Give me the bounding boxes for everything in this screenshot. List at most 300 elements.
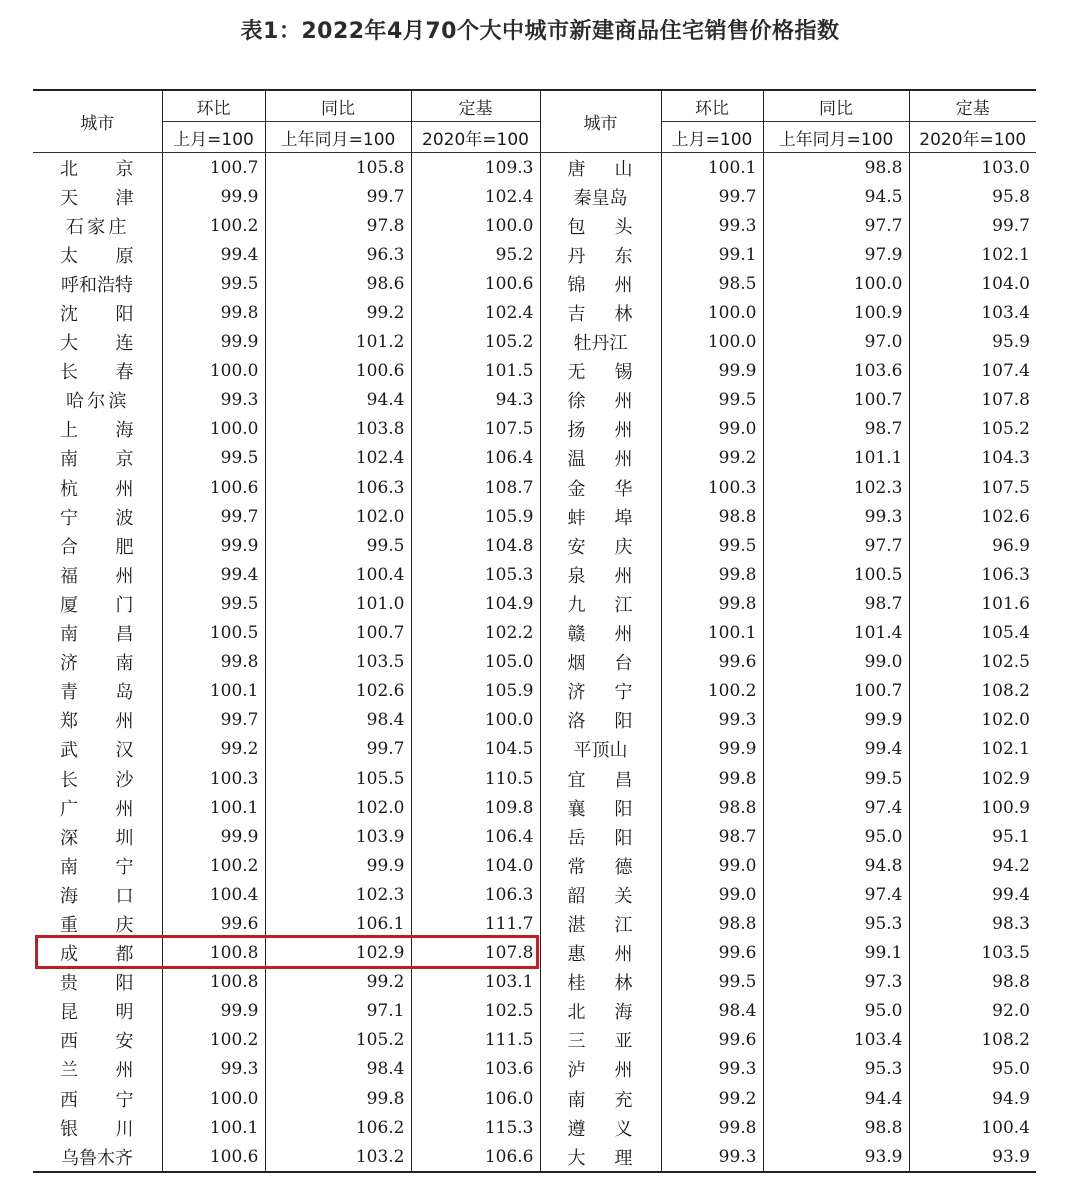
city-name-left: 武汉	[60, 740, 134, 762]
city-name-left: 西宁	[60, 1089, 134, 1111]
mom-value-left: 100.8	[162, 968, 265, 997]
mom-value-left: 99.2	[162, 735, 265, 764]
city-name-right: 烟台	[540, 648, 661, 677]
table-row	[33, 560, 1036, 589]
base-value-right: 106.3	[909, 560, 1036, 589]
city-name-right: 大理	[540, 1142, 661, 1172]
city-name-left: 兰州	[60, 1060, 134, 1082]
city-name-left: 哈尔滨	[66, 391, 127, 413]
mom-value-left: 99.7	[162, 502, 265, 531]
mom-value-left: 100.0	[162, 415, 265, 444]
city-name-right: 济宁	[540, 677, 661, 706]
yoy-value-right: 100.7	[763, 677, 909, 706]
city-name-left: 呼和浩特	[61, 274, 133, 296]
base-value-right: 108.2	[909, 1026, 1036, 1055]
city-name-left: 西安	[60, 1031, 134, 1053]
mom-value-right: 98.5	[661, 269, 763, 298]
base-value-right: 92.0	[909, 997, 1036, 1026]
city-name-left: 长沙	[60, 769, 134, 791]
yoy-value-left: 99.2	[265, 298, 411, 327]
mom-value-left: 100.0	[162, 357, 265, 386]
mom-value-right: 100.1	[661, 619, 763, 648]
city-name-left: 大连	[60, 333, 134, 355]
yoy-value-right: 101.1	[763, 444, 909, 473]
header-yoy-right: 同比	[763, 90, 909, 122]
table-row	[33, 357, 1036, 386]
table-row	[33, 851, 1036, 880]
city-name-left: 济南	[60, 653, 134, 675]
city-name-left: 杭州	[60, 478, 134, 500]
city-name-left: 合肥	[60, 536, 134, 558]
city-name-right: 温州	[540, 444, 661, 473]
table-row	[33, 473, 1036, 502]
base-value-right: 98.8	[909, 968, 1036, 997]
mom-value-right: 98.8	[661, 909, 763, 938]
base-value-left: 95.2	[411, 240, 540, 269]
city-name-left: 石家庄	[66, 216, 127, 238]
mom-value-left: 100.2	[162, 1026, 265, 1055]
base-value-right: 107.8	[909, 386, 1036, 415]
mom-value-right: 99.3	[661, 1055, 763, 1084]
city-name-left: 北京	[60, 158, 134, 180]
yoy-value-left: 102.6	[265, 677, 411, 706]
price-index-table	[33, 89, 1036, 1173]
city-name-right: 南充	[540, 1084, 661, 1113]
mom-value-left: 99.3	[162, 1055, 265, 1084]
city-name-right: 泸州	[540, 1055, 661, 1084]
city-name-left: 重庆	[60, 914, 134, 936]
mom-value-left: 99.5	[162, 444, 265, 473]
mom-value-right: 99.0	[661, 851, 763, 880]
yoy-value-right: 101.4	[763, 619, 909, 648]
yoy-value-right: 100.7	[763, 386, 909, 415]
yoy-value-right: 103.4	[763, 1026, 909, 1055]
city-name-right: 平顶山	[540, 735, 661, 764]
subheader-base-right: 2020年=100	[909, 122, 1036, 153]
mom-value-right: 99.3	[661, 706, 763, 735]
mom-value-left: 100.1	[162, 1113, 265, 1142]
yoy-value-right: 93.9	[763, 1142, 909, 1172]
city-name-left: 贵阳	[60, 973, 134, 995]
yoy-value-left: 106.3	[265, 473, 411, 502]
yoy-value-right: 95.3	[763, 1055, 909, 1084]
base-value-left: 107.8	[411, 939, 540, 968]
city-name-left: 上海	[60, 420, 134, 442]
mom-value-right: 100.1	[661, 153, 763, 183]
header-mom-right: 环比	[661, 90, 763, 122]
yoy-value-right: 97.0	[763, 328, 909, 357]
table-row	[33, 589, 1036, 618]
mom-value-right: 99.8	[661, 1113, 763, 1142]
base-value-right: 101.6	[909, 589, 1036, 618]
base-value-left: 102.4	[411, 182, 540, 211]
base-value-right: 94.9	[909, 1084, 1036, 1113]
table-row	[33, 531, 1036, 560]
mom-value-right: 100.0	[661, 298, 763, 327]
table-row	[33, 1084, 1036, 1113]
mom-value-right: 99.0	[661, 880, 763, 909]
mom-value-right: 99.8	[661, 560, 763, 589]
base-value-right: 105.4	[909, 619, 1036, 648]
base-value-right: 103.0	[909, 153, 1036, 183]
subheader-mom-right: 上月=100	[661, 122, 763, 153]
base-value-left: 106.6	[411, 1142, 540, 1172]
mom-value-left: 100.7	[162, 153, 265, 183]
mom-value-right: 99.8	[661, 764, 763, 793]
yoy-value-left: 106.1	[265, 909, 411, 938]
base-value-right: 100.9	[909, 793, 1036, 822]
yoy-value-left: 105.5	[265, 764, 411, 793]
yoy-value-left: 102.3	[265, 880, 411, 909]
yoy-value-left: 99.7	[265, 735, 411, 764]
base-value-left: 106.4	[411, 444, 540, 473]
yoy-value-right: 98.7	[763, 589, 909, 618]
city-name-right: 宜昌	[540, 764, 661, 793]
base-value-right: 100.4	[909, 1113, 1036, 1142]
table-row	[33, 939, 1036, 968]
city-name-left: 天津	[60, 187, 134, 209]
city-name-right: 岳阳	[540, 822, 661, 851]
yoy-value-right: 99.3	[763, 502, 909, 531]
yoy-value-left: 103.9	[265, 822, 411, 851]
mom-value-right: 99.7	[661, 182, 763, 211]
city-name-right: 吉林	[540, 298, 661, 327]
yoy-value-left: 98.6	[265, 269, 411, 298]
base-value-left: 115.3	[411, 1113, 540, 1142]
base-value-left: 102.4	[411, 298, 540, 327]
mom-value-left: 99.3	[162, 386, 265, 415]
yoy-value-right: 100.5	[763, 560, 909, 589]
base-value-left: 94.3	[411, 386, 540, 415]
yoy-value-right: 99.9	[763, 706, 909, 735]
city-name-right: 丹东	[540, 240, 661, 269]
header-yoy-left: 同比	[265, 90, 411, 122]
header-city-right: 城市	[540, 90, 661, 153]
city-name-left: 郑州	[60, 711, 134, 733]
yoy-value-right: 97.7	[763, 211, 909, 240]
city-name-left: 乌鲁木齐	[33, 1142, 162, 1172]
page-title: 表1：2022年4月70个大中城市新建商品住宅销售价格指数	[240, 19, 840, 44]
mom-value-right: 99.2	[661, 444, 763, 473]
mom-value-right: 98.8	[661, 793, 763, 822]
yoy-value-right: 99.5	[763, 764, 909, 793]
subheader-base-left: 2020年=100	[411, 122, 540, 153]
yoy-value-right: 97.9	[763, 240, 909, 269]
mom-value-left: 100.2	[162, 211, 265, 240]
base-value-left: 104.0	[411, 851, 540, 880]
base-value-left: 106.4	[411, 822, 540, 851]
base-value-left: 104.9	[411, 589, 540, 618]
city-name-right: 遵义	[540, 1113, 661, 1142]
city-name-right: 牡丹江	[540, 328, 661, 357]
city-name-right: 湛江	[540, 909, 661, 938]
yoy-value-left: 98.4	[265, 706, 411, 735]
yoy-value-left: 98.4	[265, 1055, 411, 1084]
base-value-left: 100.0	[411, 706, 540, 735]
mom-value-left: 99.6	[162, 909, 265, 938]
mom-value-left: 99.9	[162, 997, 265, 1026]
table-row	[33, 1026, 1036, 1055]
city-name-right: 泉州	[540, 560, 661, 589]
mom-value-right: 98.8	[661, 502, 763, 531]
yoy-value-left: 100.7	[265, 619, 411, 648]
city-name-left: 青岛	[60, 682, 134, 704]
mom-value-right: 99.9	[661, 357, 763, 386]
table-row	[33, 793, 1036, 822]
city-name-right: 秦皇岛	[540, 182, 661, 211]
yoy-value-left: 99.5	[265, 531, 411, 560]
city-name-left: 长春	[60, 362, 134, 384]
base-value-right: 102.6	[909, 502, 1036, 531]
base-value-left: 104.5	[411, 735, 540, 764]
base-value-left: 105.9	[411, 677, 540, 706]
city-name-right: 襄阳	[540, 793, 661, 822]
base-value-left: 105.9	[411, 502, 540, 531]
base-value-right: 102.9	[909, 764, 1036, 793]
mom-value-left: 100.6	[162, 1142, 265, 1172]
base-value-right: 96.9	[909, 531, 1036, 560]
table-row	[33, 1113, 1036, 1142]
table-row	[33, 764, 1036, 793]
mom-value-left: 99.8	[162, 648, 265, 677]
table-row	[33, 619, 1036, 648]
mom-value-right: 100.2	[661, 677, 763, 706]
yoy-value-left: 105.8	[265, 153, 411, 183]
yoy-value-left: 103.2	[265, 1142, 411, 1172]
yoy-value-right: 99.4	[763, 735, 909, 764]
city-name-right: 蚌埠	[540, 502, 661, 531]
mom-value-right: 99.2	[661, 1084, 763, 1113]
yoy-value-left: 100.6	[265, 357, 411, 386]
mom-value-right: 99.5	[661, 386, 763, 415]
table-row	[33, 880, 1036, 909]
mom-value-right: 99.6	[661, 1026, 763, 1055]
base-value-right: 104.0	[909, 269, 1036, 298]
mom-value-right: 99.3	[661, 211, 763, 240]
yoy-value-left: 99.9	[265, 851, 411, 880]
city-name-right: 韶关	[540, 880, 661, 909]
base-value-left: 111.5	[411, 1026, 540, 1055]
mom-value-left: 99.5	[162, 589, 265, 618]
yoy-value-left: 102.0	[265, 502, 411, 531]
city-name-right: 三亚	[540, 1026, 661, 1055]
city-name-right: 扬州	[540, 415, 661, 444]
header-city-left: 城市	[33, 90, 162, 153]
base-value-left: 105.0	[411, 648, 540, 677]
city-name-left: 广州	[60, 798, 134, 820]
subheader-mom-left: 上月=100	[162, 122, 265, 153]
base-value-left: 111.7	[411, 909, 540, 938]
mom-value-left: 100.4	[162, 880, 265, 909]
yoy-value-right: 103.6	[763, 357, 909, 386]
yoy-value-right: 97.3	[763, 968, 909, 997]
yoy-value-left: 106.2	[265, 1113, 411, 1142]
yoy-value-right: 97.7	[763, 531, 909, 560]
city-name-right: 徐州	[540, 386, 661, 415]
base-value-right: 102.5	[909, 648, 1036, 677]
table-row	[33, 968, 1036, 997]
yoy-value-right: 94.4	[763, 1084, 909, 1113]
base-value-left: 103.1	[411, 968, 540, 997]
mom-value-left: 99.4	[162, 560, 265, 589]
city-name-left: 南宁	[60, 856, 134, 878]
city-name-right: 北海	[540, 997, 661, 1026]
base-value-right: 95.8	[909, 182, 1036, 211]
yoy-value-right: 99.1	[763, 939, 909, 968]
city-name-right: 洛阳	[540, 706, 661, 735]
mom-value-right: 98.4	[661, 997, 763, 1026]
city-name-left: 太原	[60, 245, 134, 267]
yoy-value-left: 94.4	[265, 386, 411, 415]
table-row	[33, 909, 1036, 938]
base-value-left: 107.5	[411, 415, 540, 444]
mom-value-right: 100.0	[661, 328, 763, 357]
table-body	[33, 153, 1036, 1173]
mom-value-right: 99.1	[661, 240, 763, 269]
mom-value-left: 100.0	[162, 1084, 265, 1113]
mom-value-left: 100.5	[162, 619, 265, 648]
yoy-value-left: 101.2	[265, 328, 411, 357]
base-value-right: 107.4	[909, 357, 1036, 386]
yoy-value-left: 100.4	[265, 560, 411, 589]
yoy-value-right: 97.4	[763, 880, 909, 909]
base-value-right: 99.7	[909, 211, 1036, 240]
base-value-left: 100.6	[411, 269, 540, 298]
base-value-right: 99.4	[909, 880, 1036, 909]
city-name-right: 安庆	[540, 531, 661, 560]
city-name-left: 银川	[60, 1118, 134, 1140]
mom-value-left: 100.3	[162, 764, 265, 793]
mom-value-left: 99.4	[162, 240, 265, 269]
city-name-left: 厦门	[60, 594, 134, 616]
base-value-left: 100.0	[411, 211, 540, 240]
city-name-right: 惠州	[540, 939, 661, 968]
city-name-left: 成都	[60, 944, 134, 966]
base-value-left: 104.8	[411, 531, 540, 560]
yoy-value-right: 100.9	[763, 298, 909, 327]
header-mom-left: 环比	[162, 90, 265, 122]
table-row	[33, 298, 1036, 327]
yoy-value-right: 95.3	[763, 909, 909, 938]
yoy-value-right: 97.4	[763, 793, 909, 822]
base-value-right: 95.0	[909, 1055, 1036, 1084]
mom-value-left: 100.8	[162, 939, 265, 968]
yoy-value-left: 99.7	[265, 182, 411, 211]
base-value-right: 95.9	[909, 328, 1036, 357]
city-name-right: 包头	[540, 211, 661, 240]
table-row	[33, 997, 1036, 1026]
mom-value-right: 99.9	[661, 735, 763, 764]
city-name-left: 昆明	[60, 1002, 134, 1024]
city-name-right: 赣州	[540, 619, 661, 648]
yoy-value-right: 99.0	[763, 648, 909, 677]
subheader-yoy-left: 上年同月=100	[265, 122, 411, 153]
city-name-right: 常德	[540, 851, 661, 880]
base-value-right: 93.9	[909, 1142, 1036, 1172]
base-value-left: 106.0	[411, 1084, 540, 1113]
city-name-right: 桂林	[540, 968, 661, 997]
mom-value-left: 99.9	[162, 328, 265, 357]
table-row	[33, 1142, 1036, 1172]
city-name-left: 海口	[60, 885, 134, 907]
yoy-value-right: 98.8	[763, 153, 909, 183]
table-row	[33, 415, 1036, 444]
base-value-left: 101.5	[411, 357, 540, 386]
base-value-left: 108.7	[411, 473, 540, 502]
table-row	[33, 502, 1036, 531]
table-row	[33, 182, 1036, 211]
table-row	[33, 386, 1036, 415]
base-value-right: 102.1	[909, 240, 1036, 269]
base-value-left: 105.2	[411, 328, 540, 357]
table-row	[33, 444, 1036, 473]
city-name-left: 南昌	[60, 624, 134, 646]
base-value-right: 95.1	[909, 822, 1036, 851]
yoy-value-right: 95.0	[763, 822, 909, 851]
yoy-value-left: 99.2	[265, 968, 411, 997]
table-row	[33, 240, 1036, 269]
mom-value-left: 99.9	[162, 822, 265, 851]
mom-value-left: 99.8	[162, 298, 265, 327]
base-value-right: 108.2	[909, 677, 1036, 706]
base-value-left: 109.8	[411, 793, 540, 822]
table-row	[33, 677, 1036, 706]
city-name-right: 无锡	[540, 357, 661, 386]
yoy-value-right: 95.0	[763, 997, 909, 1026]
mom-value-right: 99.5	[661, 968, 763, 997]
base-value-right: 98.3	[909, 909, 1036, 938]
table-row	[33, 211, 1036, 240]
table-row	[33, 735, 1036, 764]
base-value-left: 106.3	[411, 880, 540, 909]
mom-value-left: 100.2	[162, 851, 265, 880]
mom-value-left: 100.1	[162, 677, 265, 706]
mom-value-right: 99.5	[661, 531, 763, 560]
city-name-left: 深圳	[60, 827, 134, 849]
yoy-value-right: 98.7	[763, 415, 909, 444]
yoy-value-left: 103.8	[265, 415, 411, 444]
table-row	[33, 328, 1036, 357]
header-base-right: 定基	[909, 90, 1036, 122]
table-row	[33, 1055, 1036, 1084]
base-value-right: 107.5	[909, 473, 1036, 502]
header-base-left: 定基	[411, 90, 540, 122]
base-value-right: 104.3	[909, 444, 1036, 473]
yoy-value-left: 103.5	[265, 648, 411, 677]
base-value-left: 105.3	[411, 560, 540, 589]
city-name-left: 沈阳	[60, 304, 134, 326]
base-value-right: 94.2	[909, 851, 1036, 880]
yoy-value-right: 102.3	[763, 473, 909, 502]
yoy-value-left: 102.4	[265, 444, 411, 473]
yoy-value-left: 96.3	[265, 240, 411, 269]
table-row	[33, 648, 1036, 677]
base-value-right: 103.5	[909, 939, 1036, 968]
yoy-value-right: 98.8	[763, 1113, 909, 1142]
city-name-right: 锦州	[540, 269, 661, 298]
subheader-yoy-right: 上年同月=100	[763, 122, 909, 153]
city-name-right: 唐山	[540, 153, 661, 183]
base-value-left: 110.5	[411, 764, 540, 793]
table-row	[33, 153, 1036, 183]
yoy-value-left: 99.8	[265, 1084, 411, 1113]
yoy-value-right: 94.5	[763, 182, 909, 211]
mom-value-right: 100.3	[661, 473, 763, 502]
mom-value-right: 99.6	[661, 648, 763, 677]
base-value-right: 103.4	[909, 298, 1036, 327]
yoy-value-left: 97.8	[265, 211, 411, 240]
mom-value-left: 99.7	[162, 706, 265, 735]
